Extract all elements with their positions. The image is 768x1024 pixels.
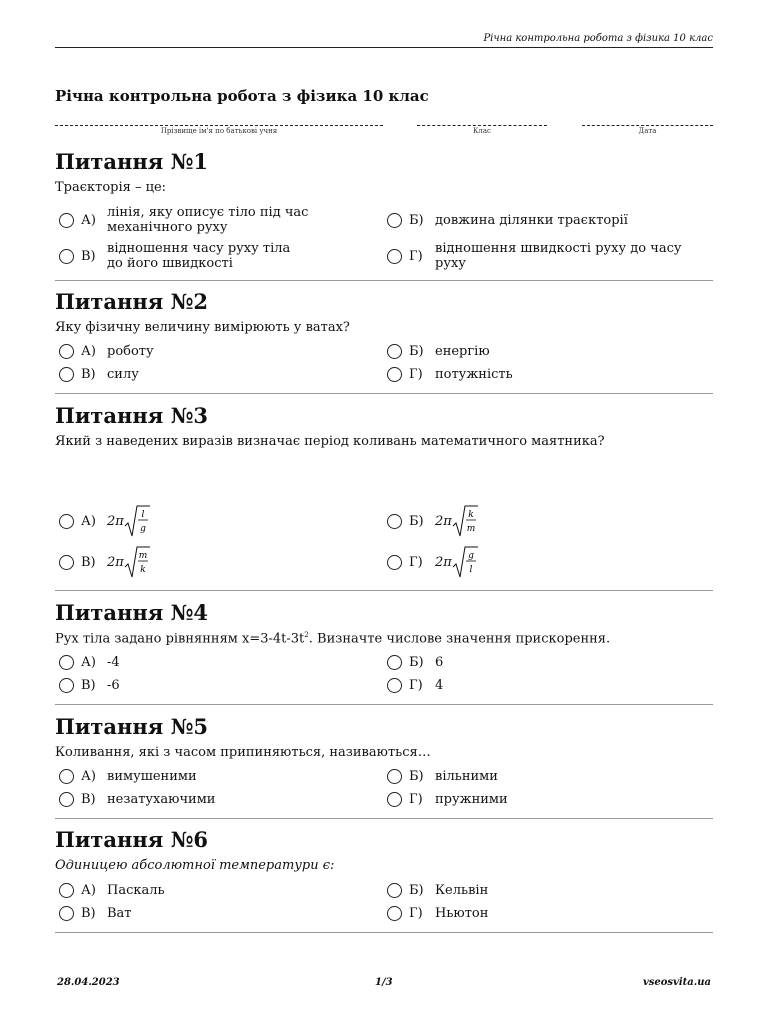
radio-button[interactable] (387, 367, 402, 382)
document-title: Річна контрольна робота з фізика 10 клас (55, 87, 429, 105)
radio-button[interactable] (59, 906, 74, 921)
option-letter: Г) (409, 248, 423, 264)
option-letter: В) (81, 554, 96, 570)
radio-button[interactable] (59, 344, 74, 359)
option-text: Ват (107, 906, 132, 921)
running-header: Річна контрольна робота з фізика 10 клас (483, 33, 713, 44)
radio-button[interactable] (387, 514, 402, 529)
square-root-fraction (124, 504, 150, 538)
question-6 (55, 825, 713, 933)
option-d[interactable] (387, 241, 713, 271)
question-3 (55, 401, 713, 591)
option-letter: А) (81, 655, 96, 670)
worksheet-page (55, 0, 713, 1024)
option-c[interactable] (59, 545, 150, 579)
class-field-line[interactable] (417, 118, 547, 126)
option-text: 4 (435, 678, 444, 693)
name-field-label: Прізвище ім'я по батькові учня (160, 127, 278, 135)
question-text-main: Рух тіла задано рівнянням x=3-4t-3t (55, 631, 305, 647)
fraction-denominator: l (469, 565, 473, 575)
option-b[interactable] (387, 344, 490, 359)
question-5 (55, 712, 713, 819)
fraction-numerator: l (141, 510, 145, 520)
option-a[interactable] (59, 883, 165, 898)
question-title: Питання №2 (55, 289, 209, 314)
name-field-line[interactable] (55, 118, 383, 126)
formula-period-l-g (107, 504, 150, 538)
option-a[interactable] (59, 769, 197, 784)
radio-button[interactable] (59, 213, 74, 228)
question-text: Одиницею абсолютної температури є: (55, 858, 335, 873)
option-text: незатухаючими (107, 792, 216, 807)
option-text: енергію (435, 344, 490, 359)
option-text: 6 (435, 655, 444, 670)
option-text: пружними (435, 792, 508, 807)
option-letter: В) (81, 906, 96, 921)
fraction-denominator: m (466, 524, 476, 534)
option-d[interactable] (387, 678, 443, 693)
radio-button[interactable] (387, 555, 402, 570)
option-a[interactable] (59, 205, 309, 235)
option-c[interactable] (59, 367, 139, 382)
radio-button[interactable] (59, 678, 74, 693)
option-c[interactable] (59, 792, 215, 807)
option-d[interactable] (387, 792, 508, 807)
option-b[interactable] (387, 655, 443, 670)
question-text-rest: . Визначте числове значення прискорення. (308, 631, 611, 647)
option-text: Ньютон (435, 906, 489, 921)
option-letter: Г) (409, 678, 423, 693)
radio-button[interactable] (59, 514, 74, 529)
option-letter: Б) (409, 513, 424, 529)
option-b[interactable] (387, 504, 478, 538)
radio-button[interactable] (59, 883, 74, 898)
radio-button[interactable] (387, 769, 402, 784)
option-letter: В) (81, 792, 96, 807)
radio-button[interactable] (387, 792, 402, 807)
fraction-denominator: g (139, 524, 146, 534)
option-letter: В) (81, 248, 96, 264)
question-text: Коливання, які з часом припиняються, називаються… (55, 745, 431, 760)
option-b[interactable] (387, 883, 488, 898)
option-text: Кельвін (435, 883, 489, 898)
option-letter: Г) (409, 792, 423, 807)
formula-period-m-k (107, 545, 150, 579)
option-text: -4 (107, 655, 120, 670)
option-letter: А) (81, 344, 96, 359)
option-d[interactable] (387, 367, 513, 382)
option-text: вимушеними (107, 769, 197, 784)
square-root-fraction (452, 545, 478, 579)
formula-prefix: 2π (107, 513, 124, 529)
option-letter: А) (81, 769, 96, 784)
class-field-label: Клас (473, 127, 491, 135)
question-1 (55, 145, 713, 281)
option-letter: В) (81, 367, 96, 382)
radio-button[interactable] (387, 883, 402, 898)
option-letter: А) (81, 212, 96, 228)
radio-button[interactable] (59, 792, 74, 807)
formula-prefix: 2π (435, 554, 452, 570)
option-b[interactable] (387, 205, 713, 235)
option-letter: А) (81, 513, 96, 529)
option-text: потужність (435, 367, 513, 382)
option-a[interactable] (59, 504, 150, 538)
option-letter: В) (81, 678, 96, 693)
option-letter: Б) (409, 655, 424, 670)
radio-button[interactable] (59, 249, 74, 264)
date-field-label: Дата (638, 127, 657, 135)
fraction-denominator: k (140, 565, 146, 575)
radio-button[interactable] (59, 367, 74, 382)
square-root-fraction (452, 504, 478, 538)
formula-prefix: 2π (435, 513, 452, 529)
option-text: довжина ділянки траєкторії (435, 212, 628, 228)
formula-prefix: 2π (107, 554, 124, 570)
radio-button[interactable] (387, 655, 402, 670)
option-text: роботу (107, 344, 154, 359)
radio-button[interactable] (59, 769, 74, 784)
fraction-numerator: k (468, 510, 474, 520)
question-text: Яку фізичну величину вимірюють у ватах? (55, 320, 350, 335)
header-rule (55, 47, 713, 48)
question-title: Питання №5 (55, 714, 209, 739)
option-text: -6 (107, 678, 120, 693)
footer-date: 28.04.2023 (57, 977, 120, 988)
option-letter: Б) (409, 769, 424, 784)
question-2 (55, 287, 713, 394)
radio-button[interactable] (387, 213, 402, 228)
formula-period-g-l (435, 545, 478, 579)
option-text: силу (107, 367, 139, 382)
radio-button[interactable] (387, 249, 402, 264)
question-4 (55, 598, 713, 705)
footer-page-number: 1/3 (375, 977, 393, 988)
radio-button[interactable] (59, 555, 74, 570)
option-text: відношення швидкості руху до часу руху (435, 241, 682, 271)
exponent: 2 (304, 631, 309, 639)
question-title: Питання №4 (55, 600, 209, 625)
question-title: Питання №3 (55, 403, 209, 428)
radio-button[interactable] (59, 655, 74, 670)
option-text: вільними (435, 769, 498, 784)
radio-button[interactable] (387, 678, 402, 693)
question-text: Який з наведених виразів визначає період коливань математичного маятника? (55, 434, 605, 449)
option-c[interactable] (59, 241, 309, 271)
radio-button[interactable] (387, 906, 402, 921)
question-text: Траєкторія – це: (55, 180, 167, 195)
option-letter: А) (81, 883, 96, 898)
square-root-fraction (124, 545, 150, 579)
option-d[interactable] (387, 545, 478, 579)
date-field-line[interactable] (582, 118, 713, 126)
option-c[interactable] (59, 678, 120, 693)
option-letter: Б) (409, 883, 424, 898)
option-a[interactable] (59, 344, 154, 359)
formula-period-k-m (435, 504, 478, 538)
option-c[interactable] (59, 906, 132, 921)
question-text (55, 631, 610, 646)
radio-button[interactable] (387, 344, 402, 359)
option-letter: Г) (409, 367, 423, 382)
option-b[interactable] (387, 769, 498, 784)
option-text: Паскаль (107, 883, 165, 898)
option-text: відношення часу руху тіла до його швидкості (107, 241, 291, 271)
question-title: Питання №1 (55, 149, 209, 174)
fraction-numerator: g (467, 551, 474, 561)
footer-site[interactable]: vseosvita.ua (642, 977, 711, 988)
option-d[interactable] (387, 906, 488, 921)
option-text: лінія, яку описує тіло під час механічного руху (107, 205, 309, 235)
option-a[interactable] (59, 655, 120, 670)
option-letter: Г) (409, 554, 423, 570)
option-letter: Б) (409, 212, 424, 228)
option-letter: Г) (409, 906, 423, 921)
question-title: Питання №6 (55, 827, 209, 852)
fraction-numerator: m (138, 551, 148, 561)
option-letter: Б) (409, 344, 424, 359)
